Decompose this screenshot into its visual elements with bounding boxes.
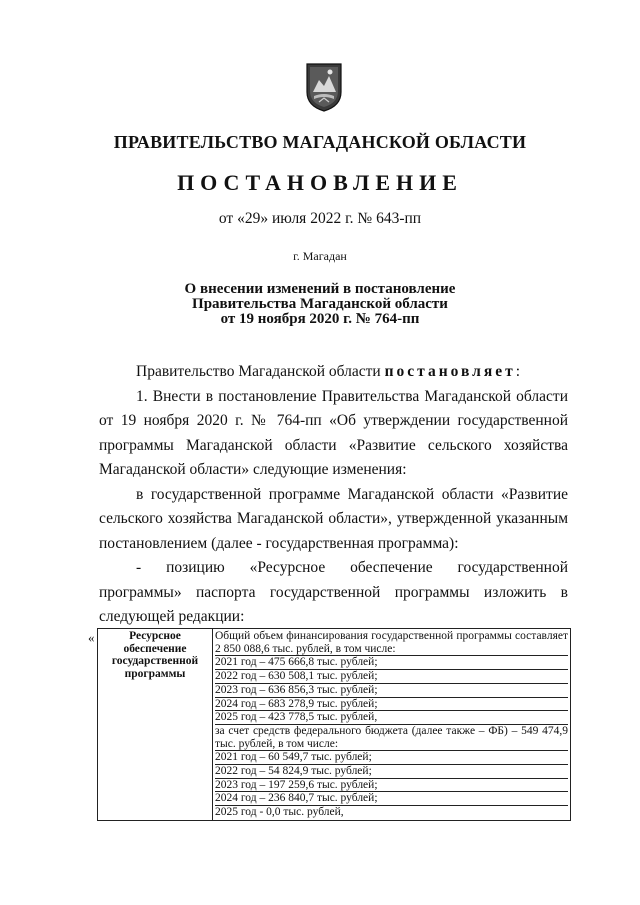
funding-line: 2025 год – 423 778,5 тыс. рублей, <box>215 711 568 725</box>
paragraph-resolution-end: : <box>515 363 521 380</box>
funding-line: 2023 год – 636 856,3 тыс. рублей; <box>215 684 568 698</box>
table-label-cell: Ресурсное обеспечение государственной программы <box>98 629 213 821</box>
funding-line: за счет средств федерального бюджета (далее также – ФБ) – 549 474,9 тыс. рублей, в том числе: <box>215 724 568 750</box>
paragraph-position: - позицию «Ресурсное обеспечение государственной программы» паспорта государственной программы изложить в следующей редакции: <box>99 559 568 625</box>
document-city: г. Магадан <box>293 249 347 263</box>
table-value-cell <box>213 629 571 821</box>
document-subject <box>0 282 640 327</box>
government-title: ПРАВИТЕЛЬСТВО МАГАДАНСКОЙ ОБЛАСТИ <box>113 132 527 152</box>
open-quote: « <box>88 630 95 645</box>
document-type: ПОСТАНОВЛЕНИЕ <box>177 170 463 195</box>
resolution-word: постановляет <box>384 363 516 380</box>
document-body <box>99 360 568 630</box>
paragraph-item-1: 1. Внести в постановление Правительства Магаданской области от 19 ноября 2020 г. № 764-пп «Об утверждении государственной программы Магаданской области «Развитие сельского хозяйства Магаданской области» следующие изменения: <box>99 387 568 478</box>
paragraph-program: в государственной программе Магаданской области «Развитие сельского хозяйства Магаданской области», утвержденной указанным постановлением (далее - государственная программа): <box>99 485 568 552</box>
subject-line-3: от 19 ноября 2020 г. № 764-пп <box>220 311 420 327</box>
document-date-number: от «29» июля 2022 г. № 643-пп <box>218 210 422 227</box>
paragraph-resolution <box>99 360 568 385</box>
funding-line: 2024 год – 683 278,9 тыс. рублей; <box>215 698 568 712</box>
funding-line: 2021 год – 475 666,8 тыс. рублей; <box>215 656 568 670</box>
funding-line: 2023 год – 197 259,6 тыс. рублей; <box>215 779 568 793</box>
funding-line: Общий объем финансирования государственной программы составляет 2 850 088,6 тыс. рублей, в том числе: <box>215 630 568 655</box>
funding-line: 2021 год – 60 549,7 тыс. рублей; <box>215 751 568 765</box>
subject-line-1: О внесении изменений в постановление <box>184 281 456 297</box>
coat-of-arms-icon <box>305 62 343 112</box>
funding-line: 2022 год – 630 508,1 тыс. рублей; <box>215 670 568 684</box>
funding-line: 2025 год - 0,0 тыс. рублей, <box>215 806 344 819</box>
subject-line-2: Правительства Магаданской области <box>192 296 448 312</box>
paragraph-resolution-start: Правительство Магаданской области <box>136 363 385 380</box>
passport-table <box>97 628 571 821</box>
table-row <box>98 629 571 821</box>
funding-line: 2022 год – 54 824,9 тыс. рублей; <box>215 765 568 779</box>
funding-line: 2024 год – 236 840,7 тыс. рублей; <box>215 792 568 806</box>
